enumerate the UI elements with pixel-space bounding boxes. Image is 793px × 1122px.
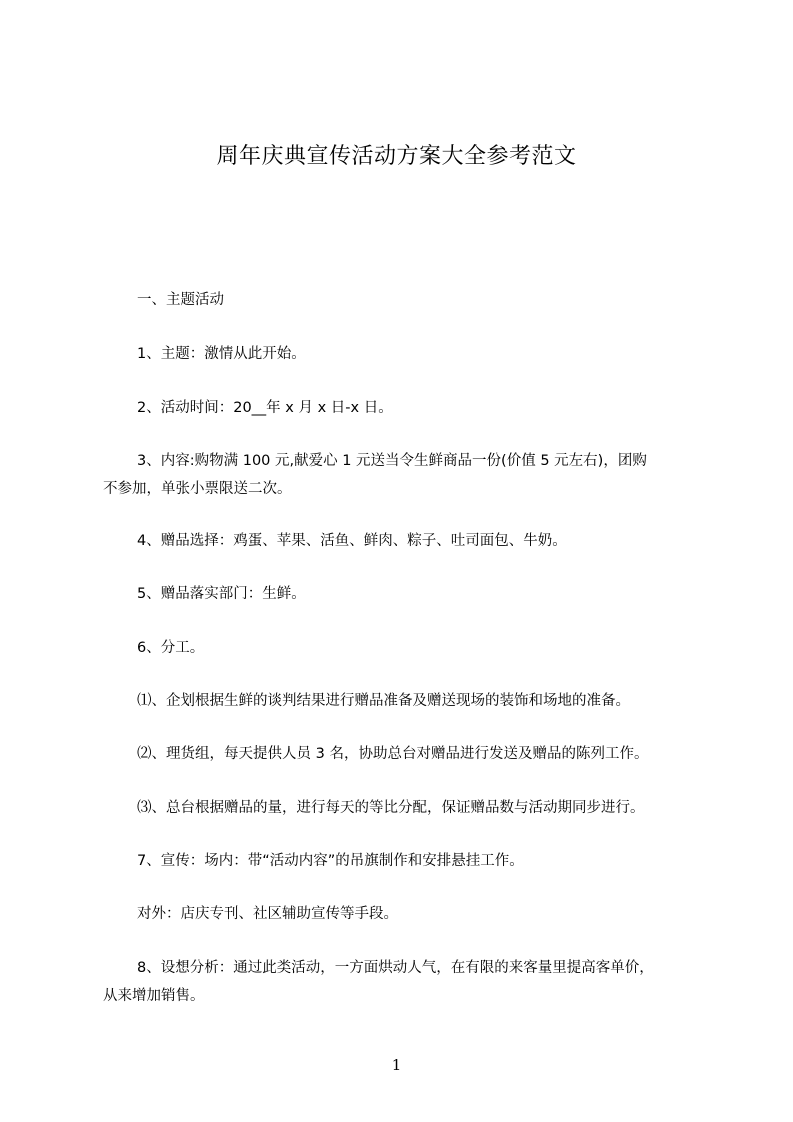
paragraph-external-promotion (103, 899, 715, 929)
paragraph-labor-item-2 (103, 739, 715, 769)
paragraph-text: 6、分工。 (137, 640, 205, 656)
document-title: 周年庆典宣传活动方案大全参考范文 (216, 144, 577, 169)
paragraph-content-line-1 (103, 446, 715, 476)
paragraph-text: 对外：店庆专刊、社区辅助宣传等手段。 (137, 906, 398, 922)
paragraph-analysis-line-2 (103, 981, 715, 1011)
paragraph-activity-time (103, 393, 715, 423)
paragraph-content-line-2 (103, 474, 715, 504)
paragraph-text: 2、活动时间：20__年 x 月 x 日-x 日。 (137, 400, 393, 416)
page-number: 1 (391, 1056, 402, 1074)
paragraph-text: ⑵、理货组，每天提供人员 3 名，协助总台对赠品进行发送及赠品的陈列工作。 (137, 746, 649, 762)
paragraph-text: 1、主题：激情从此开始。 (137, 346, 306, 362)
paragraph-division-of-labor (103, 633, 715, 663)
paragraph-labor-item-3 (103, 793, 715, 823)
paragraph-text: 从来增加销售。 (103, 988, 205, 1004)
paragraph-promotion (103, 846, 715, 876)
paragraph-section-heading (103, 285, 715, 315)
paragraph-analysis-line-1 (103, 953, 715, 983)
paragraph-text: 3、内容:购物满 100 元,献爱心 1 元送当令生鲜商品一份(价值 5 元左右)，团购 (137, 453, 647, 469)
paragraph-text: ⑶、总台根据赠品的量，进行每天的等比分配，保证赠品数与活动期同步进行。 (137, 800, 645, 816)
paragraph-text: 7、宣传：场内：带“活动内容”的吊旗制作和安排悬挂工作。 (137, 853, 524, 869)
paragraph-text: 4、赠品选择：鸡蛋、苹果、活鱼、鲜肉、粽子、吐司面包、牛奶。 (137, 533, 567, 549)
paragraph-text: 一、主题活动 (137, 292, 224, 308)
paragraph-text: 不参加，单张小票限送二次。 (103, 481, 292, 497)
paragraph-labor-item-1 (103, 686, 715, 716)
paragraph-text: ⑴、企划根据生鲜的谈判结果进行赠品准备及赠送现场的装饰和场地的准备。 (137, 693, 630, 709)
paragraph-gift-selection (103, 526, 715, 556)
paragraph-text: 5、赠品落实部门：生鲜。 (137, 586, 306, 602)
paragraph-text: 8、设想分析：通过此类活动，一方面烘动人气，在有限的来客量里提高客单价， (137, 960, 654, 976)
paragraph-gift-department (103, 579, 715, 609)
paragraph-theme (103, 339, 715, 369)
